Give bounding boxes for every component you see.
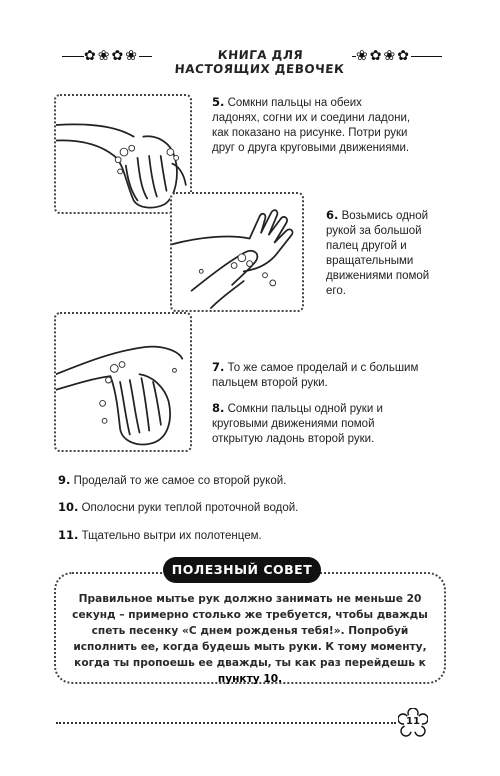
hand-thumb-washing-drawing bbox=[172, 194, 302, 310]
step-number: 7. bbox=[212, 360, 225, 374]
footer-rule bbox=[56, 722, 396, 724]
step-text: Ополосни руки теплой проточной водой. bbox=[81, 502, 299, 514]
flower-ornament-right-icon: ❀✿❀✿ bbox=[356, 47, 411, 63]
tip-step-reference: пункту 10. bbox=[217, 673, 283, 685]
step-number: 6. bbox=[326, 208, 339, 222]
step-text: То же самое проделай и с большим пальцем второй руки. bbox=[212, 362, 419, 389]
running-header bbox=[62, 44, 442, 76]
step-5 bbox=[212, 95, 412, 156]
step-9 bbox=[58, 473, 418, 489]
step-number: 11. bbox=[58, 528, 79, 542]
step-text: Сомкни пальцы на обеих ладонях, согни их и соедини ладони, как показано на рисунке. Потри руки друг о друга круговыми движениями. bbox=[212, 97, 411, 154]
tip-label: ПОЛЕЗНЫЙ СОВЕТ bbox=[163, 557, 321, 583]
step-number: 5. bbox=[212, 95, 225, 109]
page-number-badge bbox=[398, 708, 428, 738]
step-text: Тщательно вытри их полотенцем. bbox=[81, 530, 262, 542]
step-7 bbox=[212, 360, 422, 391]
illustration-step-6 bbox=[170, 192, 304, 312]
step-8 bbox=[212, 401, 422, 447]
flower-ornament-left-icon: ✿❀✿❀ bbox=[84, 47, 139, 63]
tip-body: Правильное мытье рук должно занимать не меньше 20 секунд – примерно столько же требуется, чтобы дважды спеть песенку «С днем рожденья тебя!». Попробуй исполнить ее, когда будешь мыть руки. К тому моменту, когда ты пропоешь ее дважды, ты как раз перейдешь к bbox=[72, 593, 428, 669]
step-10 bbox=[58, 500, 418, 516]
book-title: КНИГА ДЛЯ НАСТОЯЩИХ ДЕВОЧЕК bbox=[171, 48, 349, 76]
page-number: 11 bbox=[406, 716, 420, 727]
step-text: Проделай то же самое со второй рукой. bbox=[73, 475, 287, 487]
tip-text bbox=[70, 591, 430, 687]
hands-palm-washing-drawing bbox=[56, 314, 190, 450]
illustration-step-8 bbox=[54, 312, 192, 452]
step-text: Сомкни пальцы одной руки и круговыми движениями помой открытую ладонь второй руки. bbox=[212, 403, 383, 445]
step-number: 9. bbox=[58, 473, 71, 487]
step-number: 8. bbox=[212, 401, 225, 415]
step-number: 10. bbox=[58, 500, 79, 514]
step-11 bbox=[58, 528, 418, 544]
step-text: Возьмись одной рукой за большой палец другой и вращательными движениями помой его. bbox=[326, 210, 430, 297]
step-6 bbox=[326, 208, 430, 299]
